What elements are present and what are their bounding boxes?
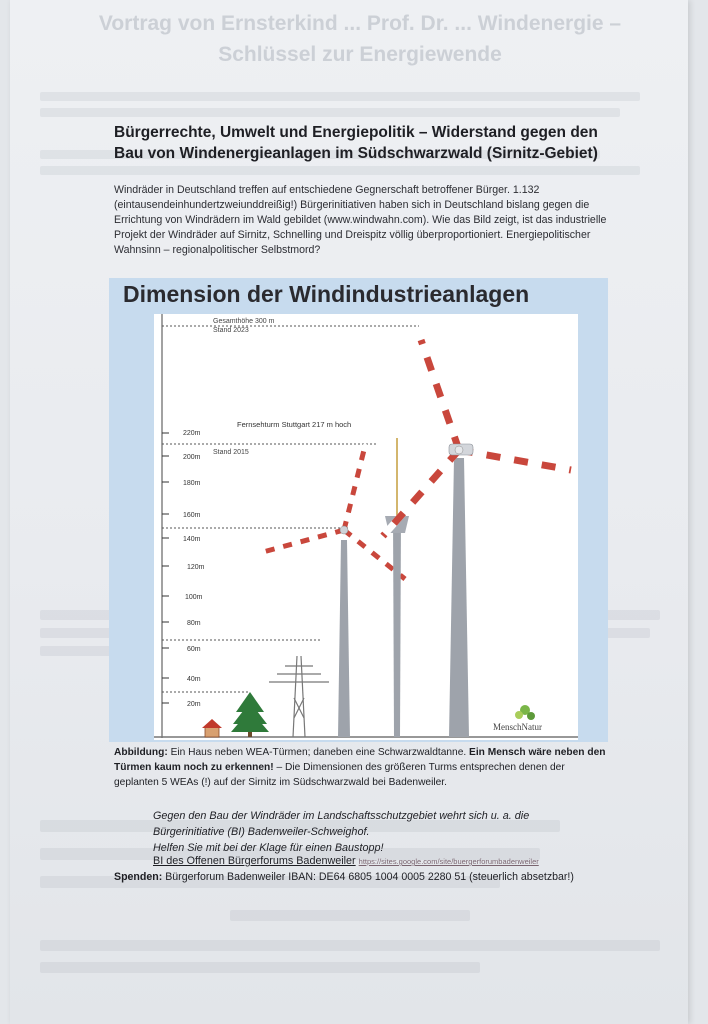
- logo-text: MenschNatur: [493, 722, 542, 732]
- caption-text: Ein Haus neben WEA-Türmen; daneben eine Schwarzwaldtanne.: [167, 747, 470, 758]
- reference-stand-2015: Stand 2015: [213, 449, 249, 456]
- bleed-through-line: [40, 92, 640, 101]
- scale-label: 200m: [183, 454, 201, 461]
- organization-url[interactable]: https://sites.google.com/site/buergerforumbadenweiler: [358, 857, 539, 866]
- donation-label: Spenden:: [114, 871, 163, 883]
- bleed-through-line: [40, 108, 620, 117]
- reference-stand-2023: Stand 2023: [213, 327, 249, 334]
- organization-link-line: [153, 855, 623, 867]
- reference-tv-tower: Fernsehturm Stuttgart 217 m hoch: [237, 420, 352, 429]
- figure-illustration: [109, 278, 608, 742]
- caption-emphasis: Ein Mensch wäre neben den Türmen kaum noch zu erkennen!: [114, 747, 606, 773]
- scale-label: 180m: [183, 480, 201, 487]
- bleed-through-line: [40, 940, 660, 951]
- caption-label: Abbildung:: [114, 747, 168, 758]
- scale-label: 120m: [187, 564, 205, 571]
- bleed-through-line: [230, 910, 470, 921]
- reference-total-height: Gesamthöhe 300 m: [213, 318, 275, 325]
- appeal-line: Bürgerinitiative (BI) Badenweiler-Schweighof.: [153, 826, 370, 838]
- bleed-through-line: [40, 166, 640, 175]
- paper-sheet: [10, 0, 688, 1024]
- figure-title: Dimension der Windindustrieanlagen: [123, 281, 530, 307]
- figure-caption: [114, 745, 610, 790]
- scale-label: 40m: [187, 676, 201, 683]
- scale-label: 20m: [187, 701, 201, 708]
- scale-label: 60m: [187, 646, 201, 653]
- scale-label: 100m: [185, 594, 203, 601]
- wind-turbine-figure: [109, 278, 608, 742]
- bleed-through-title: Vortrag von Ernsterkind ... Prof. Dr. ... Windenergie – Schlüssel zur Energiewende: [98, 12, 622, 66]
- bleed-through-line: [40, 962, 480, 973]
- appeal-block: [153, 808, 613, 856]
- scale-label: 80m: [187, 620, 201, 627]
- appeal-line: Gegen den Bau der Windräder im Landschaftsschutzgebiet wehrt sich u. a. die: [153, 810, 530, 822]
- organization-name: BI des Offenen Bürgerforums Badenweiler: [153, 855, 356, 867]
- donation-line: [114, 871, 614, 883]
- donation-details: Bürgerforum Badenweiler IBAN: DE64 6805 1004 0005 2280 51 (steuerlich absetzbar!): [162, 871, 574, 883]
- caption-text-continued: – Die Dimensionen des größeren Turms entsprechen denen der geplanten 5 WEAs (!) auf der Sirnitz im Südschwarzwald bei Badenweiler.: [114, 762, 565, 788]
- scale-label: 220m: [183, 430, 201, 437]
- page-heading: Bürgerrechte, Umwelt und Energiepolitik – Widerstand gegen den Bau von Windenergieanlagen im Südschwarzwald (Sirnitz-Gebiet): [114, 124, 598, 162]
- intro-paragraph: Windräder in Deutschland treffen auf entschiedene Gegnerschaft betroffener Bürger. 1.132 (eintausendeinhundertzweiunddreißig!) Bürgerinitiativen haben sich in Deutschland bislang gegen die Errichtung von Windrädern im Wald gebildet (www.windwahn.com). Wie das Bild zeigt, ist das industrielle Projekt der Windräder auf Sirnitz, Schnelling und Dreispitz völlig überproportioniert. Energiepolitischer Wahnsinn – regionalpolitischer Selbstmord?: [114, 184, 607, 256]
- scale-label: 160m: [183, 512, 201, 519]
- scale-label: 140m: [183, 536, 201, 543]
- appeal-line: Helfen Sie mit bei der Klage für einen Baustopp!: [153, 842, 384, 854]
